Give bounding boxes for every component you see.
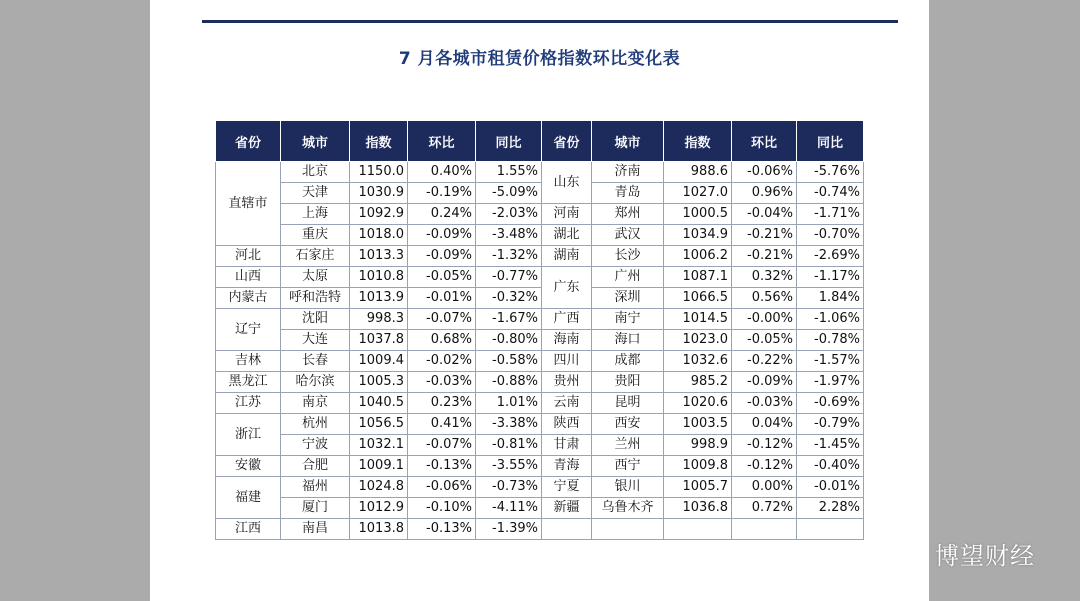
mom-cell: -0.21% xyxy=(732,225,797,246)
city-cell: 厦门 xyxy=(281,498,350,519)
header-province: 省份 xyxy=(542,121,592,162)
city-cell: 上海 xyxy=(281,204,350,225)
province-cell: 湖北 xyxy=(542,225,592,246)
yoy-cell: -1.32% xyxy=(476,246,542,267)
mom-cell: -0.02% xyxy=(408,351,476,372)
yoy-cell: -3.48% xyxy=(476,225,542,246)
province-cell: 海南 xyxy=(542,330,592,351)
mom-cell: 0.04% xyxy=(732,414,797,435)
header-city: 城市 xyxy=(592,121,664,162)
index-cell: 998.9 xyxy=(664,435,732,456)
wechat-icon xyxy=(893,539,927,567)
index-cell: 1000.5 xyxy=(664,204,732,225)
yoy-cell: -0.58% xyxy=(476,351,542,372)
city-cell: 北京 xyxy=(281,162,350,183)
index-cell: 1020.6 xyxy=(664,393,732,414)
mom-cell: 0.23% xyxy=(408,393,476,414)
city-cell: 呼和浩特 xyxy=(281,288,350,309)
province-cell: 湖南 xyxy=(542,246,592,267)
city-cell: 杭州 xyxy=(281,414,350,435)
yoy-cell: -0.88% xyxy=(476,372,542,393)
province-cell: 陕西 xyxy=(542,414,592,435)
index-cell: 1023.0 xyxy=(664,330,732,351)
city-cell: 西安 xyxy=(592,414,664,435)
index-cell: 1040.5 xyxy=(350,393,408,414)
index-cell: 1056.5 xyxy=(350,414,408,435)
mom-cell: -0.09% xyxy=(732,372,797,393)
province-cell: 宁夏 xyxy=(542,477,592,498)
table-row xyxy=(216,456,864,477)
index-cell: 985.2 xyxy=(664,372,732,393)
city-cell: 福州 xyxy=(281,477,350,498)
yoy-cell: -0.69% xyxy=(797,393,864,414)
index-cell: 1087.1 xyxy=(664,267,732,288)
mom-cell: -0.06% xyxy=(408,477,476,498)
watermark xyxy=(893,536,1035,570)
city-cell: 南宁 xyxy=(592,309,664,330)
city-cell: 重庆 xyxy=(281,225,350,246)
province-cell: 黑龙江 xyxy=(216,372,281,393)
mom-cell: -0.12% xyxy=(732,435,797,456)
yoy-cell: -3.55% xyxy=(476,456,542,477)
empty-cell xyxy=(797,519,864,540)
mom-cell: 0.32% xyxy=(732,267,797,288)
province-cell: 新疆 xyxy=(542,498,592,519)
yoy-cell: -5.09% xyxy=(476,183,542,204)
index-cell: 1037.8 xyxy=(350,330,408,351)
table-header-row xyxy=(216,121,864,162)
city-cell: 银川 xyxy=(592,477,664,498)
city-cell: 郑州 xyxy=(592,204,664,225)
yoy-cell: -3.38% xyxy=(476,414,542,435)
mom-cell: -0.05% xyxy=(408,267,476,288)
province-cell: 山东 xyxy=(542,162,592,204)
index-cell: 1066.5 xyxy=(664,288,732,309)
index-cell: 1009.1 xyxy=(350,456,408,477)
mom-cell: -0.19% xyxy=(408,183,476,204)
mom-cell: -0.09% xyxy=(408,246,476,267)
city-cell: 昆明 xyxy=(592,393,664,414)
index-cell: 1024.8 xyxy=(350,477,408,498)
province-cell: 直辖市 xyxy=(216,162,281,246)
index-cell: 1030.9 xyxy=(350,183,408,204)
city-cell: 石家庄 xyxy=(281,246,350,267)
mom-cell: 0.56% xyxy=(732,288,797,309)
index-cell: 1013.3 xyxy=(350,246,408,267)
mom-cell: -0.13% xyxy=(408,519,476,540)
yoy-cell: -0.81% xyxy=(476,435,542,456)
yoy-cell: 1.84% xyxy=(797,288,864,309)
table-row xyxy=(216,162,864,183)
city-cell: 兰州 xyxy=(592,435,664,456)
city-cell: 济南 xyxy=(592,162,664,183)
table-row xyxy=(216,288,864,309)
city-cell: 南昌 xyxy=(281,519,350,540)
yoy-cell: -0.78% xyxy=(797,330,864,351)
mom-cell: -0.09% xyxy=(408,225,476,246)
header-yoy: 同比 xyxy=(797,121,864,162)
city-cell: 天津 xyxy=(281,183,350,204)
index-cell: 1005.3 xyxy=(350,372,408,393)
province-cell: 四川 xyxy=(542,351,592,372)
yoy-cell: -1.17% xyxy=(797,267,864,288)
table-row xyxy=(216,351,864,372)
city-cell: 成都 xyxy=(592,351,664,372)
province-cell: 河北 xyxy=(216,246,281,267)
mom-cell: 0.96% xyxy=(732,183,797,204)
province-cell: 甘肃 xyxy=(542,435,592,456)
table-row xyxy=(216,498,864,519)
mom-cell: -0.04% xyxy=(732,204,797,225)
mom-cell: -0.03% xyxy=(408,372,476,393)
yoy-cell: -0.40% xyxy=(797,456,864,477)
table-row xyxy=(216,183,864,204)
yoy-cell: -0.77% xyxy=(476,267,542,288)
province-cell: 广东 xyxy=(542,267,592,309)
city-cell: 宁波 xyxy=(281,435,350,456)
index-cell: 1013.8 xyxy=(350,519,408,540)
header-index: 指数 xyxy=(350,121,408,162)
province-cell: 广西 xyxy=(542,309,592,330)
yoy-cell: -0.74% xyxy=(797,183,864,204)
city-cell: 大连 xyxy=(281,330,350,351)
header-index: 指数 xyxy=(664,121,732,162)
province-cell: 吉林 xyxy=(216,351,281,372)
yoy-cell: -5.76% xyxy=(797,162,864,183)
city-cell: 沈阳 xyxy=(281,309,350,330)
yoy-cell: -4.11% xyxy=(476,498,542,519)
yoy-cell: 1.01% xyxy=(476,393,542,414)
mom-cell: 0.41% xyxy=(408,414,476,435)
empty-cell xyxy=(542,519,592,540)
mom-cell: -0.10% xyxy=(408,498,476,519)
rental-index-table xyxy=(215,120,864,540)
province-cell: 辽宁 xyxy=(216,309,281,351)
index-cell: 1032.1 xyxy=(350,435,408,456)
index-cell: 1034.9 xyxy=(664,225,732,246)
table-row xyxy=(216,204,864,225)
yoy-cell: -2.69% xyxy=(797,246,864,267)
yoy-cell: -2.03% xyxy=(476,204,542,225)
table-row xyxy=(216,393,864,414)
yoy-cell: -0.73% xyxy=(476,477,542,498)
yoy-cell: 2.28% xyxy=(797,498,864,519)
index-cell: 988.6 xyxy=(664,162,732,183)
mom-cell: -0.03% xyxy=(732,393,797,414)
index-cell: 1032.6 xyxy=(664,351,732,372)
table-row xyxy=(216,372,864,393)
index-cell: 1009.8 xyxy=(664,456,732,477)
empty-cell xyxy=(732,519,797,540)
city-cell: 贵阳 xyxy=(592,372,664,393)
yoy-cell: 1.55% xyxy=(476,162,542,183)
table-row xyxy=(216,435,864,456)
mom-cell: -0.00% xyxy=(732,309,797,330)
empty-cell xyxy=(664,519,732,540)
city-cell: 长沙 xyxy=(592,246,664,267)
yoy-cell: -1.39% xyxy=(476,519,542,540)
yoy-cell: -1.45% xyxy=(797,435,864,456)
index-cell: 1009.4 xyxy=(350,351,408,372)
yoy-cell: -1.97% xyxy=(797,372,864,393)
header-province: 省份 xyxy=(216,121,281,162)
province-cell: 浙江 xyxy=(216,414,281,456)
province-cell: 云南 xyxy=(542,393,592,414)
index-cell: 1092.9 xyxy=(350,204,408,225)
index-cell: 1003.5 xyxy=(664,414,732,435)
header-mom: 环比 xyxy=(732,121,797,162)
city-cell: 广州 xyxy=(592,267,664,288)
province-cell: 内蒙古 xyxy=(216,288,281,309)
city-cell: 武汉 xyxy=(592,225,664,246)
city-cell: 哈尔滨 xyxy=(281,372,350,393)
table-row xyxy=(216,414,864,435)
yoy-cell: -1.57% xyxy=(797,351,864,372)
top-rule xyxy=(202,20,898,23)
yoy-cell: -0.79% xyxy=(797,414,864,435)
table-row xyxy=(216,246,864,267)
province-cell: 福建 xyxy=(216,477,281,519)
mom-cell: -0.21% xyxy=(732,246,797,267)
city-cell: 深圳 xyxy=(592,288,664,309)
mom-cell: 0.24% xyxy=(408,204,476,225)
index-cell: 1150.0 xyxy=(350,162,408,183)
table-row xyxy=(216,330,864,351)
yoy-cell: -0.01% xyxy=(797,477,864,498)
mom-cell: 0.00% xyxy=(732,477,797,498)
yoy-cell: -0.32% xyxy=(476,288,542,309)
mom-cell: -0.07% xyxy=(408,435,476,456)
index-cell: 1013.9 xyxy=(350,288,408,309)
province-cell: 贵州 xyxy=(542,372,592,393)
province-cell: 江苏 xyxy=(216,393,281,414)
province-cell: 山西 xyxy=(216,267,281,288)
city-cell: 青岛 xyxy=(592,183,664,204)
empty-cell xyxy=(592,519,664,540)
mom-cell: 0.68% xyxy=(408,330,476,351)
index-cell: 998.3 xyxy=(350,309,408,330)
index-cell: 1014.5 xyxy=(664,309,732,330)
mom-cell: -0.01% xyxy=(408,288,476,309)
header-mom: 环比 xyxy=(408,121,476,162)
yoy-cell: -1.06% xyxy=(797,309,864,330)
mom-cell: -0.06% xyxy=(732,162,797,183)
city-cell: 南京 xyxy=(281,393,350,414)
yoy-cell: -0.80% xyxy=(476,330,542,351)
page-title: 7 月各城市租赁价格指数环比变化表 xyxy=(398,49,681,69)
header-city: 城市 xyxy=(281,121,350,162)
table-row xyxy=(216,519,864,540)
index-cell: 1018.0 xyxy=(350,225,408,246)
mom-cell: 0.40% xyxy=(408,162,476,183)
city-cell: 太原 xyxy=(281,267,350,288)
province-cell: 安徽 xyxy=(216,456,281,477)
yoy-cell: -1.71% xyxy=(797,204,864,225)
mom-cell: 0.72% xyxy=(732,498,797,519)
city-cell: 长春 xyxy=(281,351,350,372)
table-row xyxy=(216,267,864,288)
mom-cell: -0.12% xyxy=(732,456,797,477)
city-cell: 西宁 xyxy=(592,456,664,477)
table-row xyxy=(216,477,864,498)
index-cell: 1036.8 xyxy=(664,498,732,519)
table-row xyxy=(216,225,864,246)
city-cell: 合肥 xyxy=(281,456,350,477)
index-cell: 1027.0 xyxy=(664,183,732,204)
index-cell: 1006.2 xyxy=(664,246,732,267)
index-cell: 1005.7 xyxy=(664,477,732,498)
city-cell: 乌鲁木齐 xyxy=(592,498,664,519)
yoy-cell: -1.67% xyxy=(476,309,542,330)
index-cell: 1010.8 xyxy=(350,267,408,288)
city-cell: 海口 xyxy=(592,330,664,351)
index-cell: 1012.9 xyxy=(350,498,408,519)
mom-cell: -0.05% xyxy=(732,330,797,351)
yoy-cell: -0.70% xyxy=(797,225,864,246)
province-cell: 河南 xyxy=(542,204,592,225)
document-page xyxy=(150,0,929,601)
mom-cell: -0.07% xyxy=(408,309,476,330)
mom-cell: -0.22% xyxy=(732,351,797,372)
province-cell: 青海 xyxy=(542,456,592,477)
watermark-text: 博望财经 xyxy=(935,541,1035,570)
table-row xyxy=(216,309,864,330)
mom-cell: -0.13% xyxy=(408,456,476,477)
header-yoy: 同比 xyxy=(476,121,542,162)
province-cell: 江西 xyxy=(216,519,281,540)
